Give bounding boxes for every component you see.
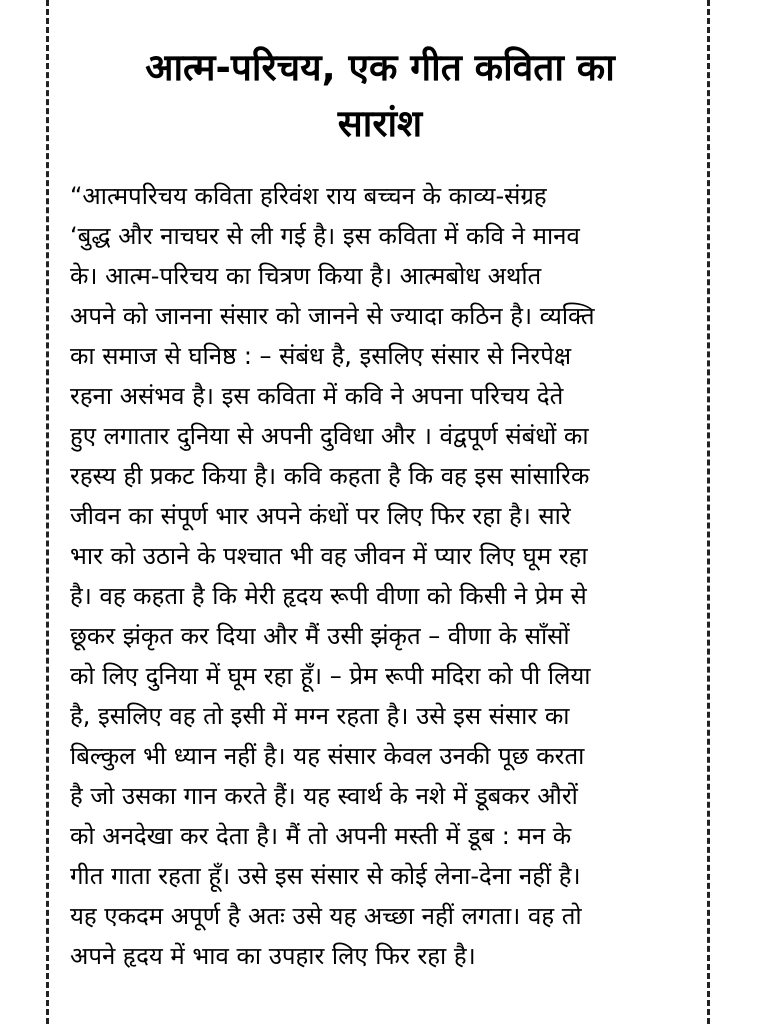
- document-content: [70, 40, 690, 976]
- title-line-1: आत्म-परिचय, एक गीत कविता का: [145, 46, 615, 89]
- text-line: का समाज से घनिष्ठ : – संबंध है, इसलिए संसार से निरपेक्ष: [70, 342, 572, 370]
- text-line: को अनदेखा कर देता है। मैं तो अपनी मस्ती में डूब : मन के: [70, 822, 572, 850]
- text-line: जीवन का संपूर्ण भार अपने कंधों पर लिए फिर रहा है। सारे: [70, 502, 571, 530]
- text-line: रहस्य ही प्रकट किया है। कवि कहता है कि वह इस सांसारिक: [70, 462, 590, 490]
- text-line: है, इसलिए वह तो इसी में मग्न रहता है। उसे इस संसार का: [70, 702, 570, 730]
- summary-paragraph: [70, 176, 690, 976]
- text-line: ‘बुद्ध और नाचघर से ली गई है। इस कविता में कवि ने मानव: [70, 222, 580, 250]
- text-line: अपने को जानना संसार को जानने से ज्यादा कठिन है। व्यक्ति: [70, 302, 595, 330]
- page-title: [70, 40, 690, 152]
- title-line-2: सारांश: [337, 102, 423, 145]
- text-line: है। वह कहता है कि मेरी हृदय रूपी वीणा को किसी ने प्रेम से: [70, 582, 587, 610]
- dashed-border-left: [46, 0, 49, 1024]
- text-line: “आत्मपरिचय कविता हरिवंश राय बच्चन के काव्य-संग्रह: [70, 182, 547, 210]
- text-line: है जो उसका गान करते हैं। यह स्वार्थ के नशे में डूबकर औरों: [70, 782, 578, 810]
- text-line: हुए लगातार दुनिया से अपनी दुविधा और । वंद्वपूर्ण संबंधों का: [70, 422, 589, 450]
- text-line: यह एकदम अपूर्ण है अतः उसे यह अच्छा नहीं लगता। वह तो: [70, 902, 582, 930]
- text-line: बिल्कुल भी ध्यान नहीं है। यह संसार केवल उनकी पूछ करता: [70, 742, 585, 770]
- text-line: के। आत्म-परिचय का चित्रण किया है। आत्मबोध अर्थात: [70, 262, 542, 290]
- text-line: रहना असंभव है। इस कविता में कवि ने अपना परिचय देते: [70, 382, 564, 410]
- text-line: को लिए दुनिया में घूम रहा हूँ। – प्रेम रूपी मदिरा को पी लिया: [70, 662, 591, 690]
- text-line: गीत गाता रहता हूँ। उसे इस संसार से कोई लेना-देना नहीं है।: [70, 862, 581, 890]
- text-line: भार को उठाने के पश्चात भी वह जीवन में प्यार लिए घूम रहा: [70, 542, 588, 570]
- dashed-border-right: [707, 0, 710, 1024]
- text-line: छूकर झंकृत कर दिया और मैं उसी झंकृत – वीणा के साँसों: [70, 622, 570, 650]
- text-line: अपने हृदय में भाव का उपहार लिए फिर रहा है।: [70, 942, 476, 970]
